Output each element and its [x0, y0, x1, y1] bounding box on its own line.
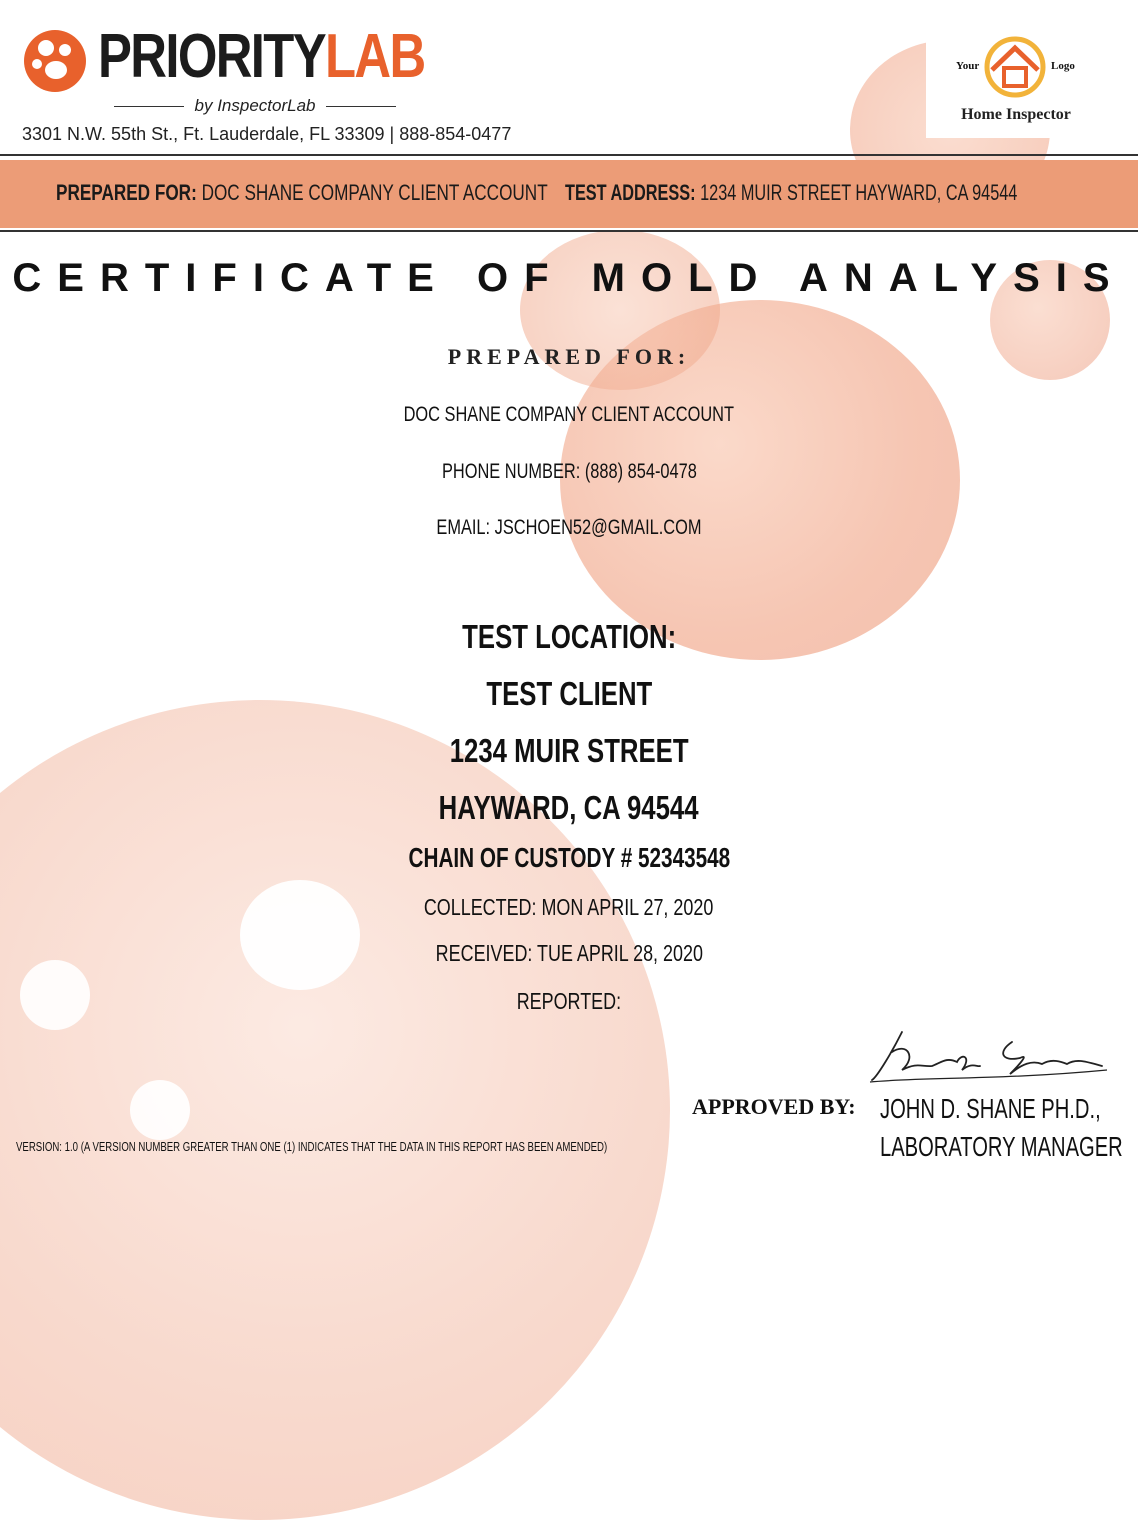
inspector-name: Home Inspector: [961, 106, 1071, 123]
collected-date-text: COLLECTED: MON APRIL 27, 2020: [424, 894, 714, 920]
certificate-title: CERTIFICATE OF MOLD ANALYSIS: [12, 256, 1126, 300]
priority-lab-logo: [22, 22, 442, 122]
inspector-logo: [926, 24, 1138, 138]
logo-wordmark: [98, 22, 425, 92]
band-prepared-label: PREPARED FOR:: [56, 180, 197, 205]
client-name-text: DOC SHANE COMPANY CLIENT ACCOUNT: [403, 403, 735, 426]
logo-word-lab: LAB: [324, 22, 425, 91]
band-prepared-value: DOC SHANE COMPANY CLIENT ACCOUNT: [201, 180, 548, 205]
inspector-logo-logo: Logo: [1051, 60, 1075, 72]
reported-date: [0, 988, 1138, 1015]
band-address-value: 1234 MUIR STREET HAYWARD, CA 94544: [700, 180, 1018, 205]
received-date: [0, 940, 1138, 967]
test-location-heading-text: TEST LOCATION:: [461, 618, 677, 655]
logo-word-priority: PRIORITY: [98, 22, 325, 91]
test-location-heading: [0, 618, 1138, 656]
reported-date-text: REPORTED:: [516, 988, 622, 1014]
test-location-city: [0, 789, 1138, 827]
test-location-street: [0, 732, 1138, 770]
received-date-text: RECEIVED: TUE APRIL 28, 2020: [435, 940, 703, 966]
band-test-address: [565, 180, 1017, 206]
approved-by-label: APPROVED BY:: [692, 1094, 856, 1119]
house-icon: [982, 34, 1048, 100]
client-email: [0, 516, 1138, 540]
inspector-logo-your: Your: [956, 60, 980, 72]
watermark-hole: [130, 1080, 190, 1140]
client-phone-text: PHONE NUMBER: (888) 854-0478: [441, 460, 697, 483]
collected-date: [0, 894, 1138, 921]
test-location-street-text: 1234 MUIR STREET: [449, 732, 689, 769]
lab-address: 3301 N.W. 55th St., Ft. Lauderdale, FL 33309 | 888-854-0477: [22, 124, 512, 144]
chain-of-custody: [0, 842, 1138, 874]
client-name: [0, 403, 1138, 427]
test-location-client-text: TEST CLIENT: [486, 675, 652, 712]
test-location-city-text: HAYWARD, CA 94544: [439, 789, 699, 826]
version-note: VERSION: 1.0 (A VERSION NUMBER GREATER THAN ONE (1) INDICATES THAT THE DATA IN THIS REPORT HAS BEEN AMENDED): [16, 1139, 608, 1154]
prepared-for-heading: PREPARED FOR:: [447, 344, 691, 369]
signer-name: JOHN D. SHANE PH.D.,: [880, 1093, 1101, 1124]
divider: [0, 230, 1138, 232]
band-prepared-for: [56, 180, 548, 206]
client-email-text: EMAIL: JSCHOEN52@GMAIL.COM: [436, 516, 702, 539]
paw-icon: [22, 28, 88, 94]
signature-image: [862, 1022, 1112, 1092]
chain-of-custody-text: CHAIN OF CUSTODY # 52343548: [408, 842, 730, 873]
logo-subtitle: by InspectorLab: [114, 96, 396, 116]
test-location-client: [0, 675, 1138, 713]
client-phone: [0, 460, 1138, 484]
band-address-label: TEST ADDRESS:: [565, 180, 696, 205]
signer-block: [880, 1090, 1123, 1166]
divider: [0, 154, 1138, 156]
signer-title: LABORATORY MANAGER: [880, 1131, 1123, 1162]
